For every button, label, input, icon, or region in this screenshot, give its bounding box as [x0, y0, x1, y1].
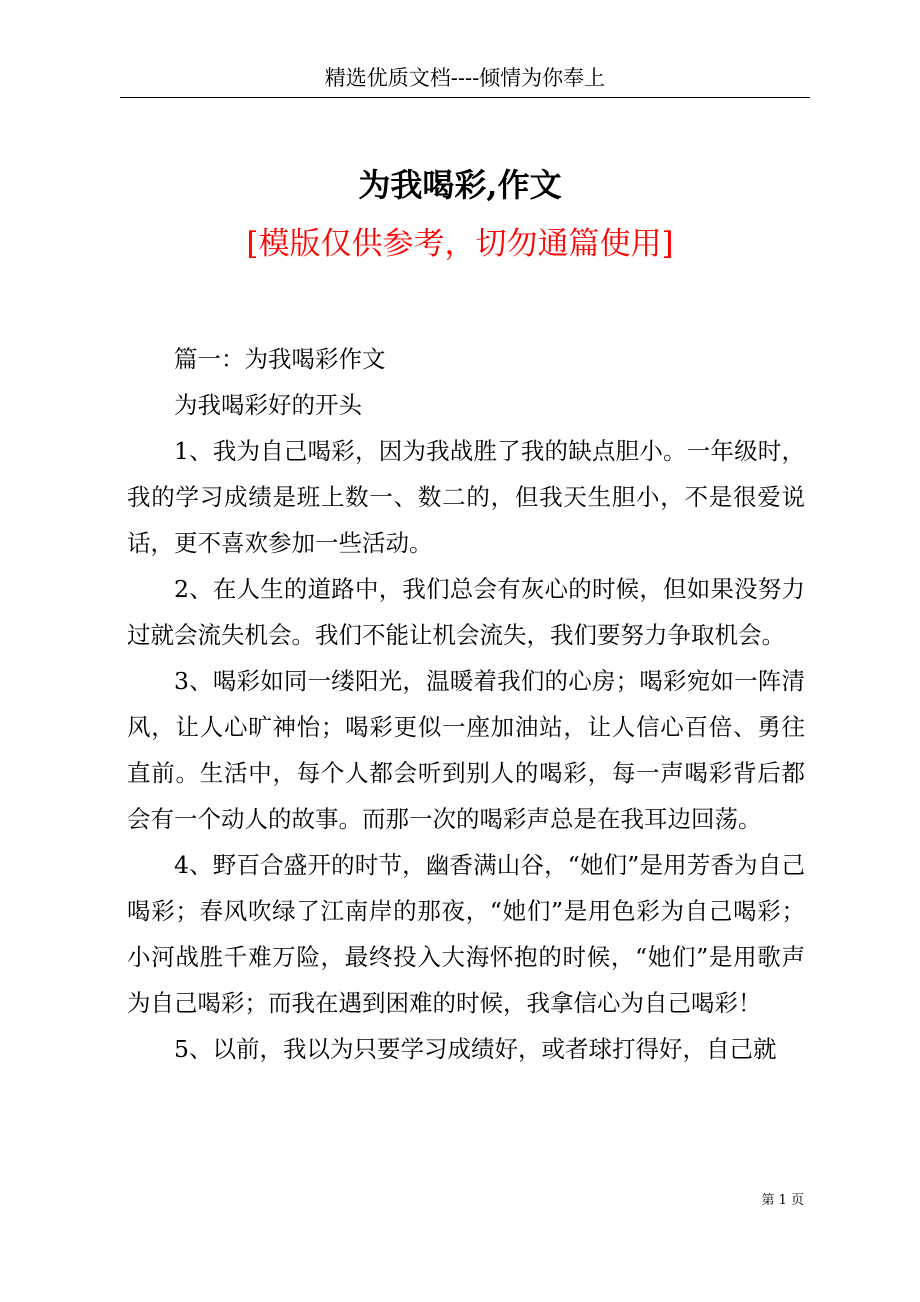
document-body [127, 336, 805, 1072]
body-paragraph: 2、在人生的道路中，我们总会有灰心的时候，但如果没努力过就会流失机会。我们不能让机会流失，我们要努力争取机会。 [127, 575, 805, 649]
page-number: 第 1 页 [761, 1193, 804, 1208]
body-paragraph: 1、我为自己喝彩，因为我战胜了我的缺点胆小。一年级时，我的学习成绩是班上数一、数二的，但我天生胆小，不是很爱说话，更不喜欢参加一些活动。 [127, 437, 805, 557]
page-header: 精选优质文档----倾情为你奉上 [324, 66, 606, 90]
body-paragraph: 5、以前，我以为只要学习成绩好，或者球打得好，自己就 [174, 1035, 777, 1063]
header-divider [120, 97, 810, 98]
body-paragraph: 4、野百合盛开的时节，幽香满山谷，“她们”是用芳香为自己喝彩；春风吹绿了江南岸的那夜，“她们”是用色彩为自己喝彩；小河战胜千难万险，最终投入大海怀抱的时候，“她们”是用歌声为自己喝彩；而我在遇到困难的时候，我拿信心为自己喝彩！ [127, 851, 805, 1017]
document-title: 为我喝彩,作文 [358, 166, 562, 204]
body-paragraph: 3、喝彩如同一缕阳光，温暖着我们的心房；喝彩宛如一阵清风，让人心旷神怡；喝彩更似一座加油站，让人信心百倍、勇往直前。生活中，每个人都会听到别人的喝彩，每一声喝彩背后都会有一个动人的故事。而那一次的喝彩声总是在我耳边回荡。 [127, 667, 805, 833]
document-subtitle: [模版仅供参考，切勿通篇使用] [246, 226, 674, 262]
section-heading: 篇一：为我喝彩作文 [174, 345, 386, 373]
section-subheading: 为我喝彩好的开头 [174, 391, 362, 419]
